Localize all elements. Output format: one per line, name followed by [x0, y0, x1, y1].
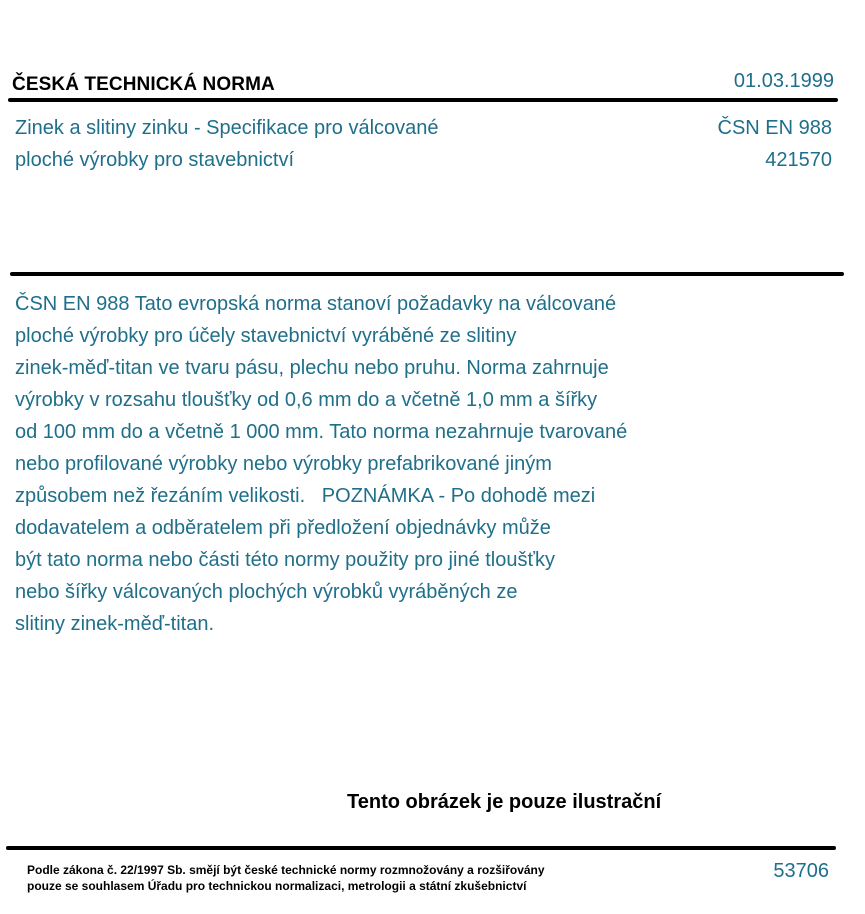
footer-divider [6, 846, 836, 850]
abstract-line: dodavatelem a odběratelem při předložení objednávky může [15, 517, 551, 539]
legal-notice-line-2: pouze se souhlasem Úřadu pro technickou normalizaci, metrologii a státní zkušebnictví [27, 879, 527, 893]
abstract-line: od 100 mm do a včetně 1 000 mm. Tato norma nezahrnuje tvarované [15, 421, 628, 443]
legal-notice-line-1: Podle zákona č. 22/1997 Sb. smějí být české technické normy rozmnožovány a rozšiřovány [27, 863, 545, 877]
standard-number: ČSN EN 988 [717, 117, 832, 139]
abstract-text [15, 288, 715, 640]
abstract-line: nebo profilované výrobky nebo výrobky prefabrikované jiným [15, 453, 552, 475]
document-id: 53706 [773, 860, 829, 882]
header-divider [8, 98, 838, 102]
abstract-line: být tato norma nebo části této normy použity pro jiné tloušťky [15, 549, 555, 571]
standard-subject-line-1: Zinek a slitiny zinku - Specifikace pro válcované [15, 117, 439, 139]
abstract-line: slitiny zinek-měď-titan. [15, 613, 215, 635]
section-divider [10, 272, 844, 276]
standard-subject-line-2: ploché výrobky pro stavebnictví [15, 149, 295, 171]
abstract-line: ČSN EN 988 Tato evropská norma stanoví požadavky na válcované [15, 293, 617, 315]
abstract-line: způsobem než řezáním velikosti. POZNÁMKA - Po dohodě mezi [15, 485, 596, 507]
publication-date: 01.03.1999 [733, 70, 834, 92]
illustration-disclaimer: Tento obrázek je pouze ilustrační [347, 791, 662, 813]
abstract-line: výrobky v rozsahu tloušťky od 0,6 mm do a včetně 1,0 mm a šířky [15, 389, 598, 411]
abstract-line: ploché výrobky pro účely stavebnictví vyráběné ze slitiny [15, 325, 517, 347]
abstract-line: nebo šířky válcovaných plochých výrobků vyráběných ze [15, 581, 518, 603]
legal-notice [27, 862, 545, 894]
classification-number: 421570 [765, 149, 832, 171]
abstract-line: zinek-měď-titan ve tvaru pásu, plechu nebo pruhu. Norma zahrnuje [15, 357, 609, 379]
document-title: ČESKÁ TECHNICKÁ NORMA [12, 74, 275, 95]
